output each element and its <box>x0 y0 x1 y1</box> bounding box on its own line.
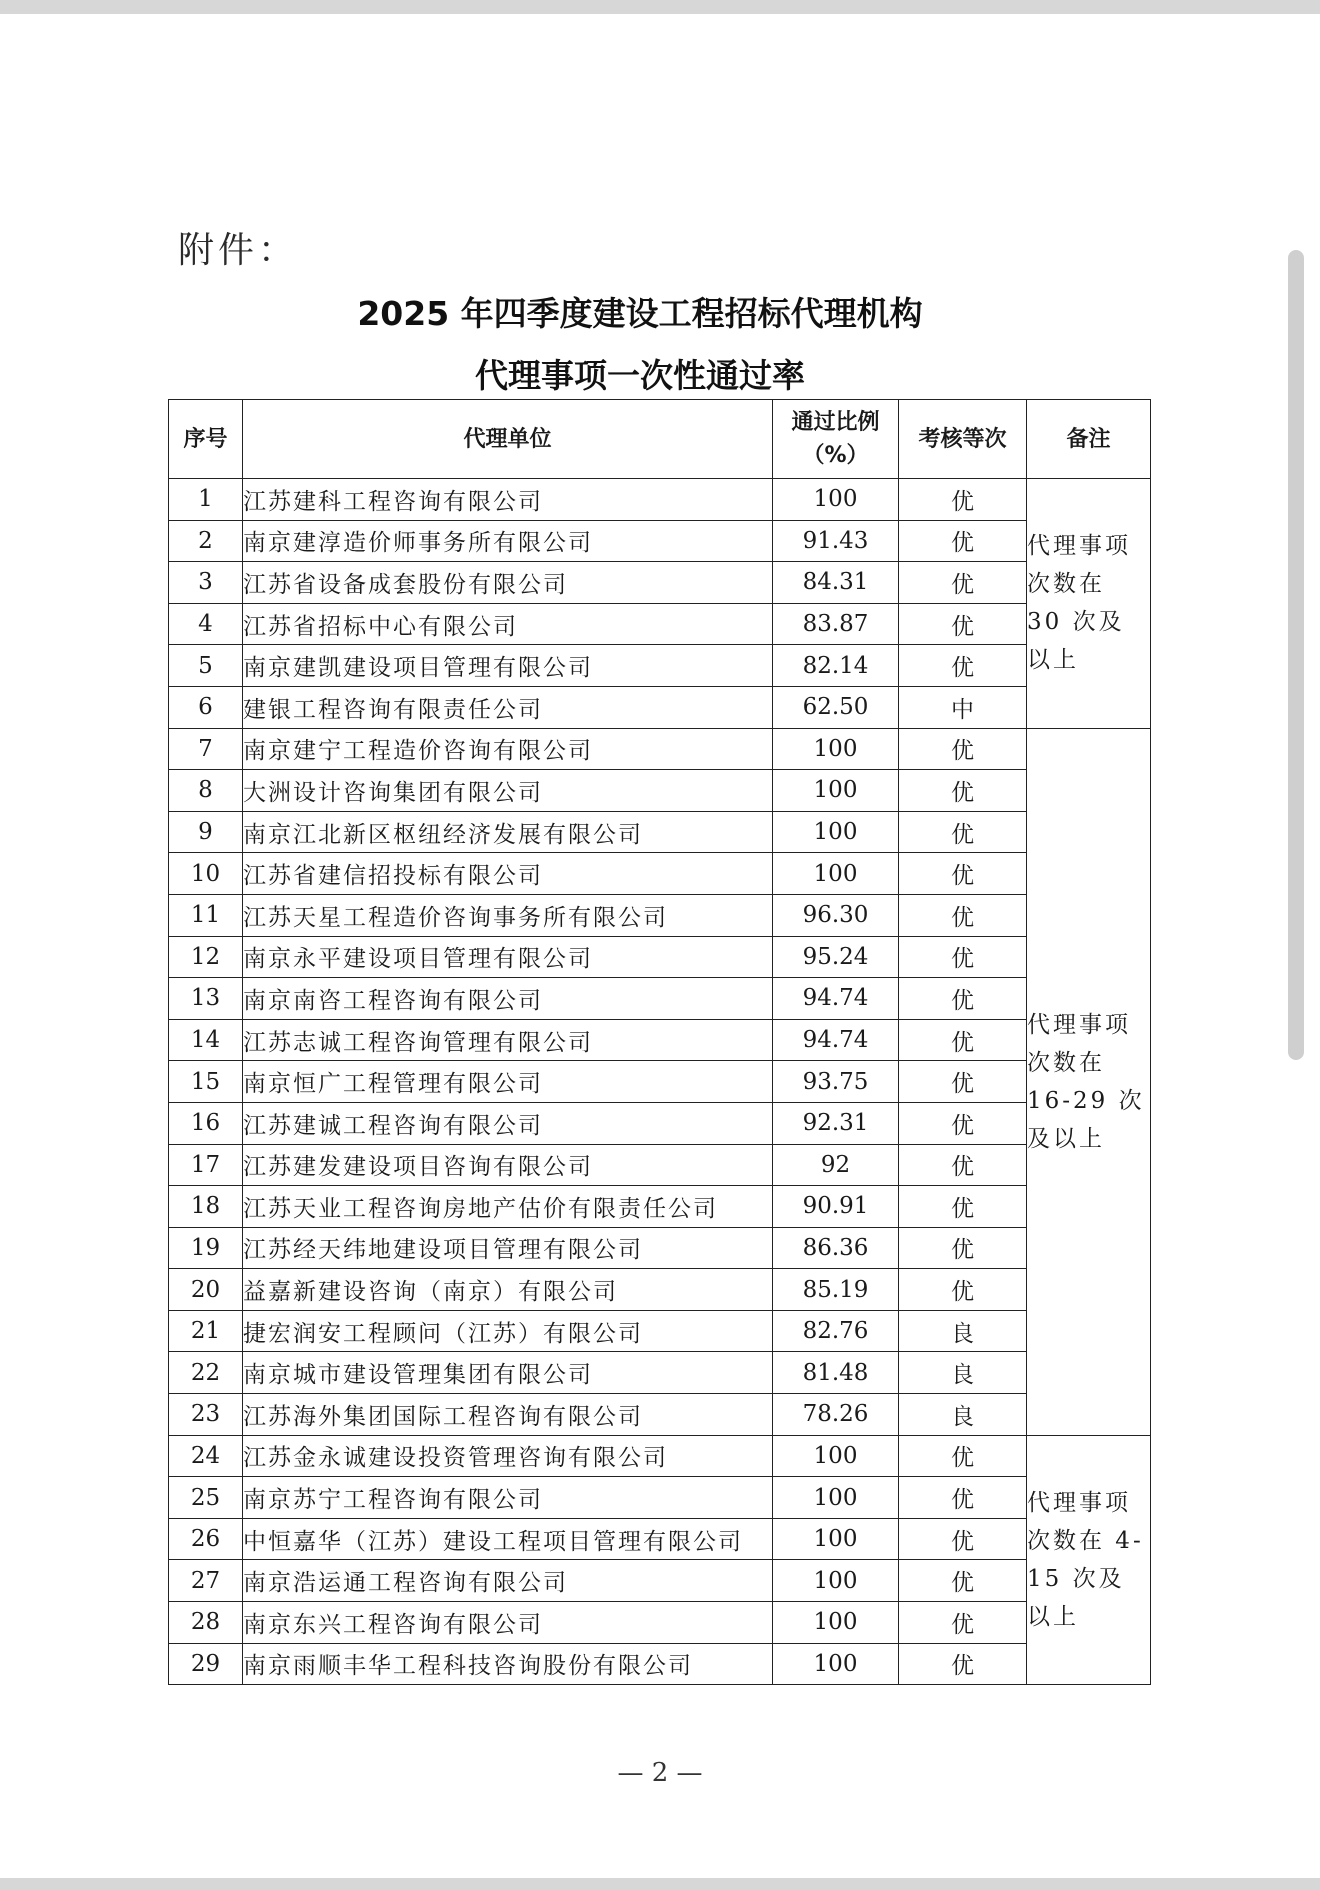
cell-grade: 优 <box>899 853 1027 895</box>
cell-unit: 捷宏润安工程顾问（江苏）有限公司 <box>243 1310 773 1352</box>
cell-unit: 江苏建发建设项目咨询有限公司 <box>243 1144 773 1186</box>
table-row <box>169 1394 1151 1436</box>
table-row <box>169 1518 1151 1560</box>
cell-grade: 优 <box>899 603 1027 645</box>
table-row <box>169 1144 1151 1186</box>
cell-note-group3: 代理事项次数在 4-15 次及以上 <box>1027 1435 1151 1685</box>
cell-grade: 优 <box>899 520 1027 562</box>
cell-rate: 86.36 <box>773 1227 899 1269</box>
table-row <box>169 603 1151 645</box>
cell-grade: 优 <box>899 978 1027 1020</box>
table-row <box>169 686 1151 728</box>
cell-grade: 优 <box>899 1518 1027 1560</box>
cell-seq: 20 <box>169 1269 243 1311</box>
cell-note-group2: 代理事项次数在 16-29 次及以上 <box>1027 728 1151 1435</box>
cell-seq: 8 <box>169 770 243 812</box>
cell-unit: 南京东兴工程咨询有限公司 <box>243 1602 773 1644</box>
table-row <box>169 1227 1151 1269</box>
cell-seq: 26 <box>169 1518 243 1560</box>
table-row <box>169 520 1151 562</box>
cell-grade: 优 <box>899 1560 1027 1602</box>
cell-grade: 良 <box>899 1310 1027 1352</box>
cell-seq: 6 <box>169 686 243 728</box>
cell-rate: 78.26 <box>773 1394 899 1436</box>
table-row <box>169 1602 1151 1644</box>
viewer-bottom-bar <box>0 1878 1320 1890</box>
cell-seq: 9 <box>169 811 243 853</box>
cell-seq: 4 <box>169 603 243 645</box>
cell-rate: 95.24 <box>773 936 899 978</box>
table-row <box>169 479 1151 521</box>
cell-grade: 中 <box>899 686 1027 728</box>
cell-rate: 100 <box>773 1560 899 1602</box>
page-subtitle: 代理事项一次性通过率 <box>475 356 805 395</box>
cell-seq: 5 <box>169 645 243 687</box>
cell-grade: 优 <box>899 479 1027 521</box>
cell-rate: 100 <box>773 479 899 521</box>
cell-grade: 优 <box>899 1019 1027 1061</box>
cell-seq: 15 <box>169 1061 243 1103</box>
cell-unit: 江苏金永诚建设投资管理咨询有限公司 <box>243 1435 773 1477</box>
cell-rate: 93.75 <box>773 1061 899 1103</box>
cell-rate: 94.74 <box>773 1019 899 1061</box>
cell-rate: 62.50 <box>773 686 899 728</box>
cell-unit: 南京城市建设管理集团有限公司 <box>243 1352 773 1394</box>
cell-unit: 南京浩运通工程咨询有限公司 <box>243 1560 773 1602</box>
cell-seq: 17 <box>169 1144 243 1186</box>
cell-grade: 良 <box>899 1352 1027 1394</box>
header-seq: 序号 <box>169 400 243 479</box>
cell-rate: 100 <box>773 853 899 895</box>
table-row <box>169 1477 1151 1519</box>
cell-seq: 28 <box>169 1602 243 1644</box>
cell-unit: 南京建凯建设项目管理有限公司 <box>243 645 773 687</box>
cell-grade: 优 <box>899 645 1027 687</box>
cell-rate: 100 <box>773 728 899 770</box>
cell-seq: 13 <box>169 978 243 1020</box>
cell-seq: 16 <box>169 1102 243 1144</box>
cell-grade: 优 <box>899 1477 1027 1519</box>
cell-unit: 江苏志诚工程咨询管理有限公司 <box>243 1019 773 1061</box>
table-row <box>169 1643 1151 1685</box>
cell-grade: 优 <box>899 1435 1027 1477</box>
cell-unit: 江苏天业工程咨询房地产估价有限责任公司 <box>243 1186 773 1228</box>
header-unit: 代理单位 <box>243 400 773 479</box>
cell-seq: 18 <box>169 1186 243 1228</box>
table-header-row <box>169 400 1151 479</box>
cell-rate: 100 <box>773 770 899 812</box>
cell-unit: 江苏海外集团国际工程咨询有限公司 <box>243 1394 773 1436</box>
cell-seq: 11 <box>169 894 243 936</box>
cell-seq: 12 <box>169 936 243 978</box>
cell-rate: 100 <box>773 1518 899 1560</box>
cell-rate: 81.48 <box>773 1352 899 1394</box>
table-row <box>169 1560 1151 1602</box>
cell-grade: 优 <box>899 1227 1027 1269</box>
cell-grade: 优 <box>899 770 1027 812</box>
cell-unit: 南京江北新区枢纽经济发展有限公司 <box>243 811 773 853</box>
cell-rate: 85.19 <box>773 1269 899 1311</box>
cell-seq: 25 <box>169 1477 243 1519</box>
table-row <box>169 853 1151 895</box>
pass-rate-table <box>168 399 1151 1685</box>
cell-grade: 优 <box>899 894 1027 936</box>
page-title: 2025 年四季度建设工程招标代理机构 <box>357 294 923 333</box>
header-rate: 通过比例（%） <box>773 400 899 479</box>
cell-unit: 南京建淳造价师事务所有限公司 <box>243 520 773 562</box>
cell-unit: 中恒嘉华（江苏）建设工程项目管理有限公司 <box>243 1518 773 1560</box>
cell-rate: 100 <box>773 1435 899 1477</box>
cell-seq: 3 <box>169 562 243 604</box>
table-row <box>169 1310 1151 1352</box>
cell-unit: 南京苏宁工程咨询有限公司 <box>243 1477 773 1519</box>
table-row <box>169 1102 1151 1144</box>
cell-seq: 10 <box>169 853 243 895</box>
cell-rate: 92.31 <box>773 1102 899 1144</box>
cell-grade: 优 <box>899 811 1027 853</box>
cell-grade: 优 <box>899 936 1027 978</box>
cell-grade: 良 <box>899 1394 1027 1436</box>
cell-rate: 84.31 <box>773 562 899 604</box>
cell-unit: 大洲设计咨询集团有限公司 <box>243 770 773 812</box>
cell-grade: 优 <box>899 1186 1027 1228</box>
table-row <box>169 562 1151 604</box>
cell-seq: 7 <box>169 728 243 770</box>
cell-unit: 建银工程咨询有限责任公司 <box>243 686 773 728</box>
cell-seq: 23 <box>169 1394 243 1436</box>
cell-grade: 优 <box>899 728 1027 770</box>
attachment-label: 附件： <box>178 230 299 271</box>
table-row <box>169 1186 1151 1228</box>
table-row <box>169 728 1151 770</box>
table-row <box>169 1435 1151 1477</box>
cell-rate: 91.43 <box>773 520 899 562</box>
table-row <box>169 1019 1151 1061</box>
cell-rate: 96.30 <box>773 894 899 936</box>
cell-unit: 江苏天星工程造价咨询事务所有限公司 <box>243 894 773 936</box>
cell-unit: 江苏省设备成套股份有限公司 <box>243 562 773 604</box>
cell-grade: 优 <box>899 1102 1027 1144</box>
cell-unit: 南京南咨工程咨询有限公司 <box>243 978 773 1020</box>
cell-unit: 南京雨顺丰华工程科技咨询股份有限公司 <box>243 1643 773 1685</box>
cell-rate: 100 <box>773 811 899 853</box>
table-row <box>169 978 1151 1020</box>
cell-rate: 100 <box>773 1477 899 1519</box>
header-grade: 考核等次 <box>899 400 1027 479</box>
cell-grade: 优 <box>899 1643 1027 1685</box>
cell-unit: 江苏省建信招投标有限公司 <box>243 853 773 895</box>
table-row <box>169 1061 1151 1103</box>
cell-seq: 2 <box>169 520 243 562</box>
cell-unit: 南京恒广工程管理有限公司 <box>243 1061 773 1103</box>
page-number: — 2 — <box>617 1758 703 1788</box>
cell-note-group1: 代理事项次数在 30 次及以上 <box>1027 479 1151 729</box>
cell-seq: 19 <box>169 1227 243 1269</box>
cell-unit: 江苏建诚工程咨询有限公司 <box>243 1102 773 1144</box>
cell-unit: 江苏省招标中心有限公司 <box>243 603 773 645</box>
cell-unit: 江苏经天纬地建设项目管理有限公司 <box>243 1227 773 1269</box>
viewer-top-bar <box>0 0 1320 14</box>
cell-rate: 100 <box>773 1602 899 1644</box>
table-row <box>169 770 1151 812</box>
cell-rate: 100 <box>773 1643 899 1685</box>
cell-unit: 益嘉新建设咨询（南京）有限公司 <box>243 1269 773 1311</box>
cell-seq: 22 <box>169 1352 243 1394</box>
cell-seq: 1 <box>169 479 243 521</box>
table-row <box>169 936 1151 978</box>
table-row <box>169 894 1151 936</box>
cell-grade: 优 <box>899 1269 1027 1311</box>
table-row <box>169 1352 1151 1394</box>
cell-unit: 南京建宁工程造价咨询有限公司 <box>243 728 773 770</box>
cell-grade: 优 <box>899 1061 1027 1103</box>
header-note: 备注 <box>1027 400 1151 479</box>
cell-unit: 江苏建科工程咨询有限公司 <box>243 479 773 521</box>
cell-rate: 82.76 <box>773 1310 899 1352</box>
cell-rate: 83.87 <box>773 603 899 645</box>
cell-grade: 优 <box>899 1602 1027 1644</box>
cell-rate: 90.91 <box>773 1186 899 1228</box>
table-row <box>169 811 1151 853</box>
cell-rate: 92 <box>773 1144 899 1186</box>
cell-seq: 24 <box>169 1435 243 1477</box>
cell-grade: 优 <box>899 562 1027 604</box>
cell-rate: 82.14 <box>773 645 899 687</box>
cell-unit: 南京永平建设项目管理有限公司 <box>243 936 773 978</box>
table-row <box>169 1269 1151 1311</box>
cell-seq: 14 <box>169 1019 243 1061</box>
cell-seq: 21 <box>169 1310 243 1352</box>
cell-grade: 优 <box>899 1144 1027 1186</box>
cell-rate: 94.74 <box>773 978 899 1020</box>
cell-seq: 29 <box>169 1643 243 1685</box>
cell-seq: 27 <box>169 1560 243 1602</box>
table-row <box>169 645 1151 687</box>
